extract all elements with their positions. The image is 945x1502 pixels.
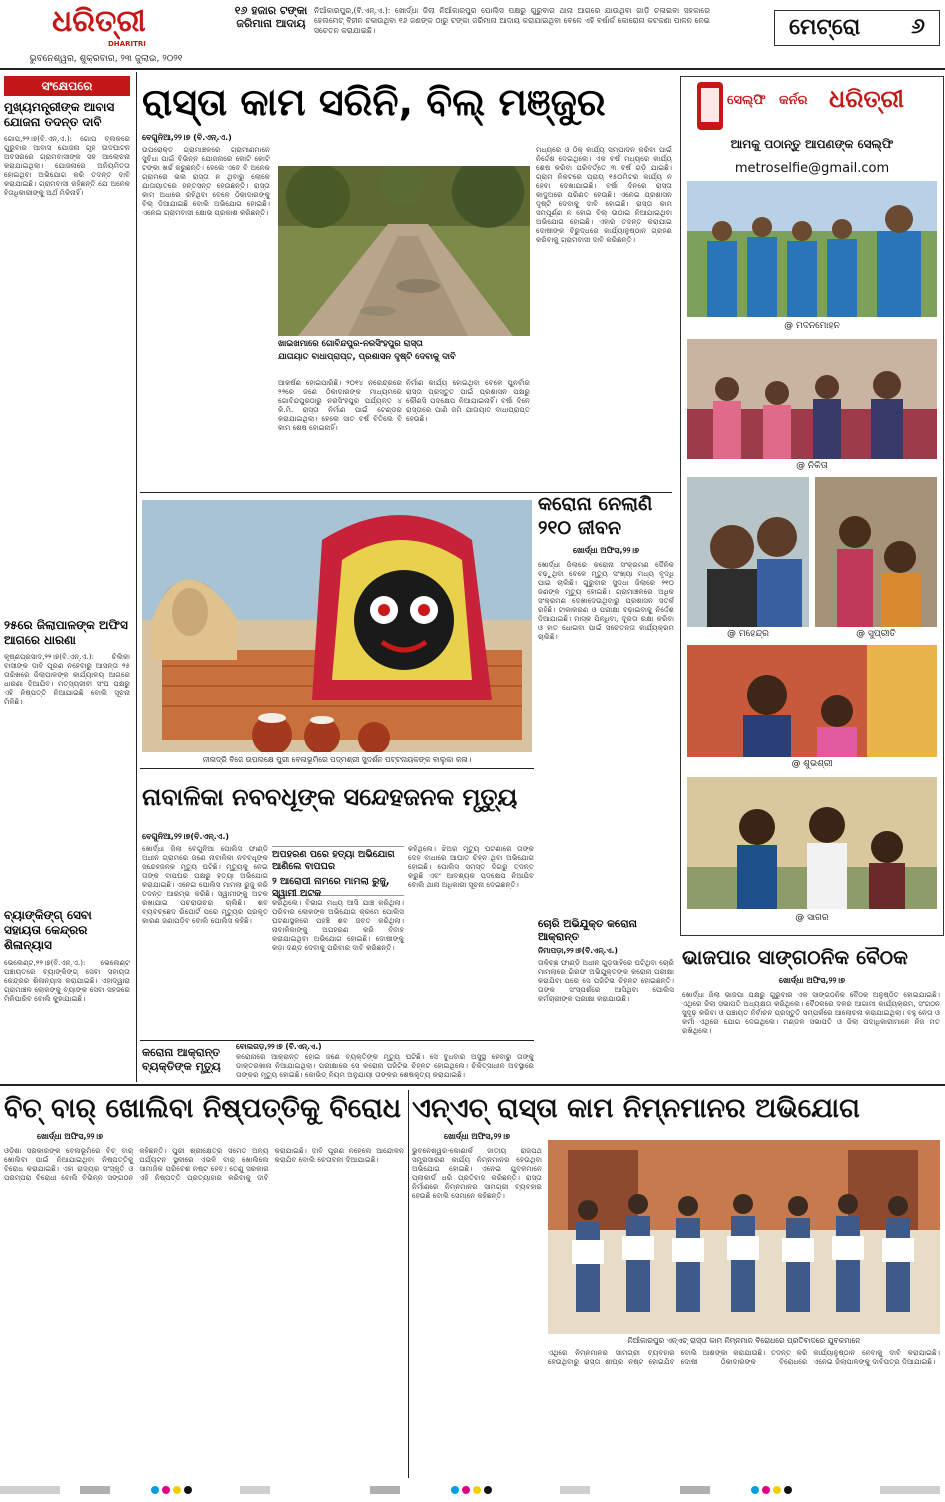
corona-deaths-dateline: ଖୋର୍ଦ୍ଧା ଅଫିସ,୨୨।୭: [572, 546, 640, 555]
selfie-brand-1: ସେଲ୍ଫି: [727, 93, 766, 108]
selfie-brand-2: କର୍ନର: [779, 93, 808, 108]
brief-item-3-headline: ବ୍ୟାଙ୍କିଙ୍ଗ୍ ସେବା ସହାୟତା କେନ୍ଦ୍ରର ଶିଳାନ୍ୟାସ: [4, 908, 92, 952]
section-name: ମେଟ୍ରୋ: [789, 15, 861, 40]
selfie-credit-3: @ ମହେନ୍ଦ୍ର: [727, 629, 769, 639]
selfie-photo-2: [687, 339, 937, 459]
section-box: [774, 10, 940, 46]
nh-body: ଭୁବନେଶ୍ୱର-କୋଣାର୍କ ଜାତୀୟ ରାଜପଥ ସମ୍ପ୍ରସାରଣ କାର୍ଯ୍ୟ ନିମ୍ନମାନର ହେଉଥିବା ଅଭିଯୋଗ ହୋଇଛି। ଏନେଇ ଯୁବକମାନେ ପ୍ଲାକାର୍ଡ ଧରି ପ୍ରତିବାଦ କରିଛନ୍ତି। ରାସ୍ତା ନିର୍ମାଣରେ ନିମ୍ନମାନର ସାମଗ୍ରୀ ବ୍ୟବହାର ହେଉଛି ବୋଲି ସେମାନେ କହିଛନ୍ତି।: [412, 1146, 542, 1200]
corona-death-headline-1: କରୋନା ଆକ୍ରାନ୍ତ: [142, 1046, 221, 1059]
nh-headline: ଏନ୍‌ଏଚ୍ ରାସ୍ତା କାମ ନିମ୍ନମାନର ଅଭିଯୋଗ: [412, 1093, 860, 1124]
selfie-photo-1: [687, 181, 937, 317]
corona-deaths-headline: କରୋନା ନେଲାଣି ୨୧୦ ଜୀବନ: [538, 493, 653, 539]
selfie-photo-3: [687, 477, 809, 627]
page-number: ୬: [911, 14, 925, 39]
selfie-email: metroselfie@gmail.com: [734, 161, 890, 176]
bar-dateline: ଖୋର୍ଦ୍ଧା ଅଫିସ,୨୨।୭: [36, 1132, 104, 1141]
selfie-photo-4: [815, 477, 937, 627]
corona-death-dateline: ବୋଲଗଡ଼,୨୨।୭ (ବି.ଏନ୍‌.ଏ.): [236, 1042, 322, 1051]
lead-body-2: ଆକର୍ଷଣ ହୋଇପାରିଛି। ୨୦୧୪ ନରେନ୍ଦ୍ରରେ ୨୨ରେ ଜଣେ ଠିକାଦାରଙ୍କ ମାଧ୍ୟମରେ ଗୋବିନ୍ଦପୁରଠାରୁ ନରସିଂହପୁର ପର୍ଯ୍ୟନ୍ତ ୪ କି.ମି. ରାସ୍ତା ନିର୍ମାଣ ପାଇଁ ଟେଣ୍ଡର କରାଯାଇଥିଲା। ହେଲେ ସାତ ବର୍ଷ ବିତିଲେ ବି କାମ ଶେଷ ହୋଇନାହିଁ।: [278, 378, 402, 432]
teaser-body: ନିଆଁକାରପୁର,(ବି.ଏନ୍‌.ଏ.): ଖୋର୍ଦ୍ଧା ଜିଲା ନିଆଁକାରପୁର ପୋଲିସ ପକ୍ଷରୁ ଗୁରୁବାର ଥାନା ଆଗରେ ଯାଉଥିବା ଗାଡ଼ି ଚଳାଇବା ସହକାରେ ହେଲମେଟ୍ ବିହୀନ ଚଳାଉଥିବା ୧୬ ଜଣଙ୍କ ଠାରୁ ଟଙ୍କା ଜରିମାନା ଆଦାୟ କରାଯାଇଥିବା ବେଳେ ଏହି ବର୍ଷାର୍କ କୋରୋନା କଟକଣା ପାଳନ ନେଇ ସଚେତନ କରାଯାଇଛି।: [314, 6, 710, 35]
bjp-dateline: ଖୋର୍ଦ୍ଧା ଅଫିସ,୨୨।୭: [778, 976, 846, 985]
nh-dateline: ଖୋର୍ଦ୍ଧା ଅଫିସ,୨୨।୭: [443, 1132, 511, 1141]
lead-dateline: ବେଗୁନିଆ,୨୨।୭ (ବି.ଏନ୍‌.ଏ.): [142, 133, 232, 142]
selfie-photo-6-image: [687, 777, 937, 909]
nh-body-2: ଏଥିରେ ନିମ୍ନମାନର ସାମଗ୍ରୀ ବ୍ୟବହାର ହେଉଥିବାରୁ ରାସ୍ତା ଶୀଘ୍ର ନଷ୍ଟ ହୋଇଯିବ ବୋଲି ଆଶଙ୍କା କରାଯାଉଛି। ତଦନ୍ତ କରି ଦୋଷୀ ଠିକାଦାରଙ୍କ ବିରୋଧରେ କାର୍ଯ୍ୟାନୁଷ୍ଠାନ ନେବାକୁ ଦାବି କରାଯାଇଛି। ଏନେଇ ଜିଲାପାଳଙ୍କୁ ଦାବିପତ୍ର ଦିଆଯାଇଛି।: [548, 1348, 940, 1366]
road-photo-caption-2: ଯାତାୟାତ ବାଧାପ୍ରାପ୍ତ, ପ୍ରଶାସନ ଦୃଷ୍ଟି ଦେବାକୁ ଦାବି: [278, 352, 456, 362]
selfie-tagline: ଆମକୁ ପଠାନ୍ତୁ ଆପଣଙ୍କ ସେଲ୍ଫି: [730, 137, 894, 151]
bride-highlight-1: ଅପହରଣ ପରେ ହତ୍ୟା ଅଭିଯୋଗ ଆଣିଲେ ବାପଘର: [272, 849, 395, 872]
bjp-body: ଖୋର୍ଦ୍ଧା ଜିଲା ଭାଜପା ପକ୍ଷରୁ ଗୁରୁବାର ଏକ ସାଙ୍ଗଠନିକ ବୈଠକ ଅନୁଷ୍ଠିତ ହୋଇଯାଇଛି। ଏଥିରେ ଜିଲା ସଭାପତି ଅଧ୍ୟକ୍ଷତା କରିଥିଲେ। ବୈଠକରେ ଦଳର ଆଗାମୀ କାର୍ଯ୍ୟକ୍ରମ, ସଂଗଠନ ସୁଦୃଢ଼ କରିବା ଓ ପଞ୍ଚାୟତ ନିର୍ବାଚନ ପ୍ରସ୍ତୁତି ସମ୍ପର୍କରେ ଆଲୋଚନା କରାଯାଇଥିଲା। ବହୁ ନେତା ଓ କର୍ମୀ ଏଥିରେ ଯୋଗ ଦେଇଥିଲେ। ମଣ୍ଡଳ ସଭାପତି ଓ ଜିଲା ପଦାଧିକାରୀମାନେ ନିଜ ମତ ରଖିଥିଲେ।: [682, 990, 940, 1035]
theft-body: ତାଳିଚ୍ଛ ଫାଣ୍ଡି ଅଧୀନ ଗୁଡ଼ସାହିରେ ଘଟିଥିବା ଚୋରି ମାମଲାରେ ଗିରଫ ଅଭିଯୁକ୍ତଙ୍କ କରୋନା ପରୀକ୍ଷା କରାଯିବା ପରେ ସେ ପଜିଟିଭ ଚିହ୍ନଟ ହୋଇଛନ୍ତି। ତାଙ୍କ ସଂସ୍ପର୍ଶରେ ଆସିଥିବା ପୋଲିସ କର୍ମଚାରୀଙ୍କ ପରୀକ୍ଷା କରାଯାଉଛି।: [538, 958, 674, 1003]
selfie-credit-5: @ ଶୁଭଶ୍ରୀ: [791, 759, 833, 769]
lead-body-4: ମଧ୍ୟରେ ଓ ଠିକ୍ କାର୍ଯ୍ୟ ସମ୍ପାଦନ କରିବା ପାଇଁ ନିର୍ଦ୍ଦେଶ ଦେଇଥିଲେ। ଏକ ବର୍ଷ ମଧ୍ୟରେ କାର୍ଯ୍ୟ ଶେଷ କରିବା ପରିବର୍ତ୍ତେ ୩ ବର୍ଷ ଗଡ଼ି ଯାଇଛି। ଗ୍ରାମ ନିକଟରେ ପ୍ରାୟ ୧୫୦ମିଟର କାର୍ଯ୍ୟ ନ ହେବା ଦେଖାଯାଇଛି। ବର୍ଷା ଦିନରେ ରାସ୍ତା କାଦୁଅରେ ପରିଣତ ହେଉଛି। ଏନେଇ ପ୍ରଶାସନ ଦୃଷ୍ଟି ଦେବାକୁ ଦାବି ହୋଇଛି। ରାସ୍ତା କାମ ସମ୍ପୂର୍ଣ୍ଣ ନ ହୋଇ ବିଲ୍ ଉଠାଇ ନିଆଯାଇଥିବା ଅଭିଯୋଗ ହୋଇଛି। ଏହାର ତଦନ୍ତ କରାଯାଇ ଦୋଷୀଙ୍କ ବିରୁଦ୍ଧରେ କାର୍ଯ୍ୟାନୁଷ୍ଠାନ ଗ୍ରହଣ କରିବାକୁ ଗ୍ରାମବାସୀ ଦାବି କରିଛନ୍ତି।: [536, 145, 672, 244]
logo: [52, 4, 162, 44]
selfie-credit-6: @ ସାଗର: [795, 913, 829, 923]
lead-body-3: ନିର୍ମାଣ କାର୍ଯ୍ୟ ହୋଇଥିବା ବେଳେ ପୁନର୍ବାର ରାସ୍ତା ପ୍ରସ୍ତୁତ ପାଇଁ ପ୍ରଶାସନ ପକ୍ଷରୁ କୌଣସି ପଦକ୍ଷେପ ନିଆଯାଇନାହିଁ। ବର୍ଷା ଦିନେ ରାସ୍ତାରେ ପାଣି ଜମି ଯାତାୟାତ ବାଧାପ୍ରାପ୍ତ ହେଉଛି।: [406, 378, 530, 423]
sand-art-image: [142, 500, 532, 752]
bride-headline: ନାବାଳିକା ନବବଧୂଙ୍କ ସନ୍ଦେହଜନକ ମୃତ୍ୟୁ: [142, 783, 518, 811]
brief-column: [0, 72, 134, 1080]
sand-art-caption: ନୀଳାଦ୍ରି ବିଜେ ଉପଲକ୍ଷେ ପୁରୀ ବେଳାଭୂମିରେ ପଦ୍ମଶ୍ରୀ ସୁଦର୍ଶନ ପଟ୍ଟନାୟକଙ୍କ ବାଲୁକା କଳା।: [202, 755, 472, 764]
brief-divider: [136, 72, 137, 1082]
selfie-header: [681, 77, 943, 137]
protest-photo: [548, 1140, 940, 1334]
bar-headline: ବିଚ୍ ବାର୍ ଖୋଲିବା ନିଷ୍ପତ୍ତିକୁ ବିରୋଧ: [4, 1093, 402, 1124]
selfie-credit-1: @ ମଦନମୋହନ: [784, 321, 840, 331]
print-registration-bar: [0, 1480, 945, 1498]
bride-body-2: କରିଥିଲେ। ବିଭାଗ ମଧ୍ୟ ଆସି ଯାଞ୍ଚ କରିଥିଲା। ପରିବାର ଲୋକଙ୍କ ଅଭିଯୋଗ କ୍ରମେ ପୋଲିସ ଘଟଣାସ୍ଥଳରେ ପହଞ୍ଚି ଶବ ଜବତ କରିଥିଲା। ନାବାଳିକାଙ୍କୁ ଅପହରଣ କରି ବିବାହ କରାଯାଇଥିବା ଅଭିଯୋଗ ହୋଇଛି। ଦୋଷୀଙ୍କୁ କଡ଼ା ଦଣ୍ଡ ଦେବାକୁ ପରିବାର ଦାବି କରିଛନ୍ତି।: [272, 898, 404, 952]
logo-text: ଧରିତ୍ରୀ: [52, 4, 146, 39]
bride-dateline: ବେଗୁନିଆ,୨୨।୭(ବି.ଏନ୍‌.ଏ.): [142, 832, 230, 841]
lead-headline: ରାସ୍ତା କାମ ସରିନି, ବିଲ୍ ମଞ୍ଜୁର: [142, 80, 606, 124]
road-photo-caption-1: ଖାଇଖମାରେ ଗୋବିନ୍ଦପୁର-ନରସିଂହପୁର ରାସ୍ତା: [278, 338, 530, 350]
masthead: [0, 0, 945, 70]
selfie-photo-5: [687, 645, 937, 757]
brief-label: ସଂକ୍ଷେପରେ: [4, 76, 130, 96]
selfie-photo-4-image: [815, 477, 937, 627]
bar-nh-divider: [408, 1090, 409, 1478]
dateline-masthead: ଭୁବନେଶ୍ୱର, ଶୁକ୍ରବାର, ୨୩ ଜୁଲାଇ, ୨୦୨୧: [29, 54, 183, 64]
sand-art-photo: [142, 500, 532, 752]
corona-death-headline-2: ବ୍ୟକ୍ତିଙ୍କ ମୃତ୍ୟୁ: [142, 1060, 221, 1073]
selfie-photo-2-image: [687, 339, 937, 459]
protest-photo-caption: ନିଆଁକାରପୁର ଏନ୍‌ଏଚ୍ ରାସ୍ତା କାମ ନିମ୍ନମାନ ବିରୋଧରେ ପ୍ରତିବାଦରେ ଯୁବକମାନେ: [627, 1336, 861, 1345]
corona-death-box: [142, 1046, 232, 1078]
selfie-credit-4: @ ସୁପ୍ରୀତି: [856, 629, 896, 639]
selfie-credit-2: @ ନିକିତା: [796, 461, 828, 471]
bar-body: ଓଡ଼ିଶା ସରକାରଙ୍କ ବେଳାଭୂମିରେ ବିଚ୍ ବାର୍ ଖୋଲିବା ପାଇଁ ନିଆଯାଇଥିବା ନିଷ୍ପତ୍ତିକୁ ବିରୋଧ କରାଯାଇଛି। ଏହା ରାଜ୍ୟର ସଂସ୍କୃତି ଓ ପରମ୍ପରା ବିରୋଧୀ ବୋଲି ବିଭିନ୍ନ ସଙ୍ଗଠନ କହିଛନ୍ତି। ପୁରୀ ଶ୍ରୀକ୍ଷେତ୍ର ସମେତ ଅନ୍ୟ ପର୍ଯ୍ୟଟନ ସ୍ଥଳୀରେ ଏଭଳି ବାର୍ ଖୋଲିଲେ ସାମାଜିକ ପରିବେଶ ନଷ୍ଟ ହେବ। ତେଣୁ ସରକାର ଏହି ନିଷ୍ପତ୍ତି ପ୍ରତ୍ୟାହାର କରିବାକୁ ଦାବି କରାଯାଇଛି। ଦାବି ପୂରଣ ନହେଲେ ଆନ୍ଦୋଳନ କରାଯିବ ବୋଲି ଚେତାବନୀ ଦିଆଯାଇଛି।: [4, 1146, 404, 1182]
selfie-photo-6: [687, 777, 937, 909]
brief-item-3-body: ଭେଲେଣ୍ଟ,୨୨।୭(ବି.ଏନ୍‌.ଏ.): ଭେଲେଣ୍ଟ ପଞ୍ଚାୟତରେ ବ୍ୟାଙ୍କିଙ୍ଗ୍ ସେବା ସହାୟତା କେନ୍ଦ୍ରର ଶିଳାନ୍ୟାସ କରାଯାଇଛି। ଏହାଦ୍ୱାରା ଗ୍ରାମାଞ୍ଚଳ ଲୋକଙ୍କୁ ବ୍ୟାଙ୍କ ସେବା ସହଜରେ ମିଳିପାରିବ ବୋଲି କୁହାଯାଇଛି।: [4, 958, 130, 1003]
corona-death-body: କରୋନାରେ ଆକ୍ରାନ୍ତ ହୋଇ ଜଣେ ବ୍ୟକ୍ତିଙ୍କ ମୃତ୍ୟୁ ଘଟିଛି। ସେ ବୁଧବାର ଅସୁସ୍ଥ ହେବାରୁ ତାଙ୍କୁ ଡାକ୍ତରଖାନା ନିଆଯାଇଥିଲା। ପରୀକ୍ଷାରେ ସେ କରୋନା ପଜିଟିଭ ଚିହ୍ନଟ ହୋଇଥିଲେ। ଚିକିତ୍ସାଧୀନ ଅବସ୍ଥାରେ ତାଙ୍କର ମୃତ୍ୟୁ ହୋଇଛି। କୋଭିଡ୍ ନିୟମ ଅନୁଯାୟୀ ତାଙ୍କର ଶେଷକୃତ୍ୟ କରାଯାଇଛି।: [236, 1052, 534, 1079]
bride-highlight-box: [272, 846, 404, 899]
brief-item-1-body: ଗୋପ,୨୨।୭(ବି.ଏନ୍‌.ଏ.): ଗୋପ ବ୍ଲକରେ ଗୁରୁବାର ଆବାସ ଯୋଜନା ଗୃହ ଉଦଘାଟନ ଅବସରରେ ଗ୍ରାମବାସୀଙ୍କ ସହ ଆଲୋଚନା କରାଯାଇଥିଲା। ଯୋଜନାରେ ଅନିୟମିତତା ହୋଇଥିବା ଅଭିଯୋଗ କରି ତଦନ୍ତ ଦାବି କରାଯାଇଛି। ଗ୍ରାମବାସୀ କହିଛନ୍ତି ଯେ ଅନେକ ହିତାଧିକାରୀଙ୍କୁ ଅର୍ଥ ମିଳିନାହିଁ।: [4, 134, 130, 197]
teaser-headline: ୧୬ ହଜାର ଟଙ୍କା ଜରିମାନା ଆଦାୟ: [234, 4, 308, 30]
corona-death-top-rule: [140, 1040, 534, 1041]
masthead-rule: [0, 68, 945, 70]
registration-marks: [0, 1480, 945, 1498]
logo-sub: DHARITRI: [108, 40, 146, 48]
bride-body-3: କହିଥିଲେ। ଝିଅର ମୃତ୍ୟୁ ଘଟଣାରେ ତାଙ୍କ ଦେହ ବାଧାରେ ଆଘାତ ଚିହ୍ନ ଥିବା ଅଭିଯୋଗ ହୋଇଛି। ପୋଲିସ ସମସ୍ତ ଦିଗରୁ ତଦନ୍ତ କରୁଛି ଏବଂ ଆବଶ୍ୟକ ପଦକ୍ଷେପ ନିଆଯିବ ବୋଲି ଥାନା ଅଧିକାରୀ ସୂଚନା ଦେଇଛନ୍ତି।: [408, 844, 534, 889]
theft-dateline: ନିମାପଡ଼ା,୨୨।୭(ବି.ଏନ୍‌.ଏ.): [538, 946, 618, 955]
lower-section-rule: [0, 1084, 945, 1086]
bride-top-rule: [140, 768, 534, 769]
selfie-brand-3: ଧରିତ୍ରୀ: [829, 85, 904, 113]
road-photo-image: [278, 166, 530, 336]
corona-deaths-body: ଖୋର୍ଦ୍ଧା ଜିଲାରେ କରୋନା ସଂକ୍ରମଣ ଦୈନିକ ବଢ଼ୁଥିବା ବେଳେ ମୃତ୍ୟୁ ସଂଖ୍ୟା ମଧ୍ୟ ବୃଦ୍ଧି ପାଇ ଚାଲିଛି। ଗୁରୁବାର ସୁଦ୍ଧା ଜିଲାରେ ୨୧୦ ଜଣଙ୍କ ମୃତ୍ୟୁ ହୋଇଛି। ଗ୍ରାମାଞ୍ଚଳରେ ଅଧିକ ସଂକ୍ରମଣ ଦେଖାଦେଉଥିବାରୁ ପ୍ରଶାସନ ସତର୍କ ରହିଛି। ଟୀକାକରଣ ଓ ପରୀକ୍ଷା ବଢ଼ାଇବାକୁ ନିର୍ଦ୍ଦେଶ ଦିଆଯାଇଛି। ମାସ୍କ ପିନ୍ଧିବା, ଦୂରତା ରକ୍ଷା କରିବା ଓ ହାତ ଧୋଇବା ପାଇଁ ସଚେତନତା କାର୍ଯ୍ୟକ୍ରମ ଚାଲିଛି।: [538, 560, 674, 641]
selfie-photo-1-image: [687, 181, 937, 317]
bjp-headline: ଭାଜପାର ସାଙ୍ଗଠନିକ ବୈଠକ: [682, 945, 908, 969]
brief-item-2-headline: ୨୫ରେ ଜିଲାପାଳଙ୍କ ଅଫିସ ଆଗରେ ଧାରଣା: [4, 618, 128, 647]
selfie-photo-5-image: [687, 645, 937, 757]
selfie-corner: [680, 76, 944, 936]
brief-item-1-headline: ମୁଖ୍ୟମନ୍ତ୍ରୀଙ୍କ ଆବାସ ଯୋଜନା ତଦନ୍ତ ଦାବି: [4, 100, 115, 129]
bride-body-1: ଖୋର୍ଦ୍ଧା ଜିଲା ବେଗୁନିଆ ପୋଲିସ ଫାଣ୍ଡି ଅଧୀନ ଗ୍ରାମରେ ଜଣେ ନାବାଳିକା ନବବଧୂଙ୍କ ସନ୍ଦେହଜନକ ମୃତ୍ୟୁ ଘଟିଛି। ମୃତ୍ୟୁକୁ ନେଇ ତାଙ୍କ ବାପଘର ପକ୍ଷରୁ ହତ୍ୟା ଅଭିଯୋଗ କରାଯାଇଛି। ଏନେଇ ପୋଲିସ ମାମଲା ରୁଜୁ କରି ତଦନ୍ତ ଆରମ୍ଭ କରିଛି। ସ୍ୱାମୀଙ୍କୁ ଅଟକ ରଖାଯାଇ ପଚରାଉଚରା ଚାଲିଛି। ଶବ ବ୍ୟବଚ୍ଛେଦ ରିପୋର୍ଟ ପରେ ମୃତ୍ୟୁର ପ୍ରକୃତ କାରଣ ଜଣାପଡ଼ିବ ବୋଲି ପୋଲିସ କହିଛି।: [142, 844, 268, 925]
selfie-photo-3-image: [687, 477, 809, 627]
protest-photo-image: [548, 1140, 940, 1334]
theft-headline: ଚୋରି ଅଭିଯୁକ୍ତ କରୋନା ଆକ୍ରାନ୍ତ: [538, 918, 637, 943]
brief-item-2-body: କୃଷ୍ଣପ୍ରସାଦ,୨୨।୭(ବି.ଏନ୍‌.ଏ.): ଚିଲିକା ବାସୀଙ୍କ ଦାବି ପୂରଣ ନହେବାରୁ ଆସନ୍ତା ୨୫ ତାରିଖରେ ଜିଲାପାଳଙ୍କ କାର୍ଯ୍ୟାଳୟ ଆଗରେ ଧାରଣା ଦିଆଯିବ। ମତ୍ସ୍ୟଜୀବୀ ସଂଘ ପକ୍ଷରୁ ଏହି ନିଷ୍ପତ୍ତି ନିଆଯାଇଛି ବୋଲି ସୂଚନା ମିଳିଛି।: [4, 652, 130, 706]
lead-body-1: ଉପରୋକ୍ତ ଗ୍ରାମାଞ୍ଚଳରେ ଗ୍ରାମୀଣମାନେ ସୁବିଧା ପାଇଁ ବିଭିନ୍ନ ଯୋଜନାରେ କୋଟି କୋଟି ଟଙ୍କା ଖର୍ଚ୍ଚ କରୁଛନ୍ତି। ହେଲେ ଏବେ ବି ଅନେକ ଗ୍ରାମରେ ଭଲ ରାସ୍ତା ନ ଥିବାରୁ ଲୋକେ ଯାତାୟାତରେ ହନ୍ତସନ୍ତ ହେଉଛନ୍ତି। ରାସ୍ତା କାମ ଅଧାରେ ରହିଥିବା ବେଳେ ଠିକାଦାରଙ୍କୁ ବିଲ୍ ଦିଆଯାଇଛି ବୋଲି ଅଭିଯୋଗ ହୋଇଛି। ଏନେଇ ଗ୍ରାମବାସୀ କ୍ଷୋଭ ପ୍ରକାଶ କରିଛନ୍ତି।: [142, 145, 270, 217]
bride-highlight-2: ୨ ଆରୋପୀ ନାମରେ ମାମଲା ରୁଜୁ, ସ୍ୱାମୀ ଅଟକ: [272, 876, 390, 899]
road-photo: [278, 166, 530, 336]
